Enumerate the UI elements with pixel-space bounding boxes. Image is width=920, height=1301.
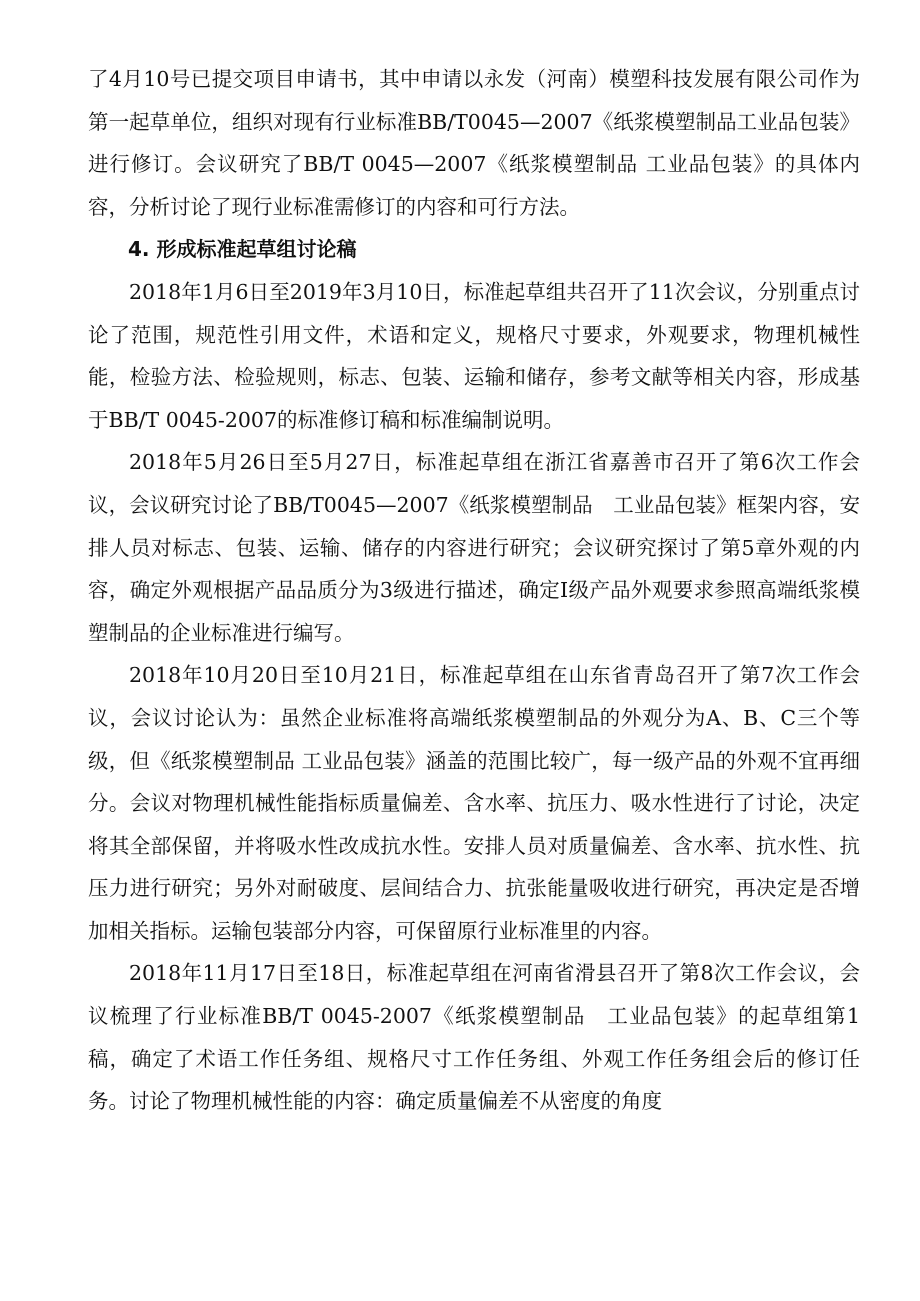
section-heading: 4. 形成标准起草组讨论稿 — [128, 237, 357, 262]
paragraph-meeting-7: 2018年10月20日至10月21日，标准起草组在山东省青岛召开了第7次工作会议，会议讨论认为：虽然企业标准将高端纸浆模塑制品的外观分为A、B、C三个等级，但《纸浆模塑制品 工业品包装》涵盖的范围比较广，每一级产品的外观不宜再细分。会议对物理机械性能指标质量偏差、含水率、抗压力、吸水性进行了讨论，决定将其全部保留，并将吸水性改成抗水性。安排人员对质量偏差、含水率、抗水性、抗压力进行研究；另外对耐破度、层间结合力、抗张能量吸收进行研究，再决定是否增加相关指标。运输包装部分内容，可保留原行业标准里的内容。 — [88, 663, 860, 943]
paragraph-meeting-8: 2018年11月17日至18日，标准起草组在河南省滑县召开了第8次工作会议，会议梳理了行业标准BB/T 0045-2007《纸浆模塑制品 工业品包装》的起草组第1稿，确定了术语工作任务组、规格尺寸工作任务组、外观工作任务组会后的修订任务。讨论了物理机械性能的内容：确定质量偏差不从密度的角度 — [88, 961, 860, 1114]
paragraph-meeting-6: 2018年5月26日至5月27日，标准起草组在浙江省嘉善市召开了第6次工作会议，会议研究讨论了BB/T0045—2007《纸浆模塑制品 工业品包装》框架内容，安排人员对标志、包装、运输、储存的内容进行研究；会议研究探讨了第5章外观的内容，确定外观根据产品品质分为3级进行描述，确定Ⅰ级产品外观要求参照高端纸浆模塑制品的企业标准进行编写。 — [88, 450, 860, 645]
paragraph-continuation: 了4月10号已提交项目申请书，其中申请以永发（河南）模塑科技发展有限公司作为第一起草单位，组织对现有行业标准BB/T0045—2007《纸浆模塑制品工业品包装》进行修订。会议研究了BB/T 0045—2007《纸浆模塑制品 工业品包装》的具体内容，分析讨论了现行业标准需修订的内容和可行方法。 — [88, 67, 860, 219]
document-body — [88, 58, 860, 1123]
paragraph-meetings-summary: 2018年1月6日至2019年3月10日，标准起草组共召开了11次会议，分别重点讨论了范围，规范性引用文件，术语和定义，规格尺寸要求，外观要求，物理机械性能，检验方法、检验规则，标志、包装、运输和储存，参考文献等相关内容，形成基于BB/T 0045-2007的标准修订稿和标准编制说明。 — [88, 279, 860, 432]
